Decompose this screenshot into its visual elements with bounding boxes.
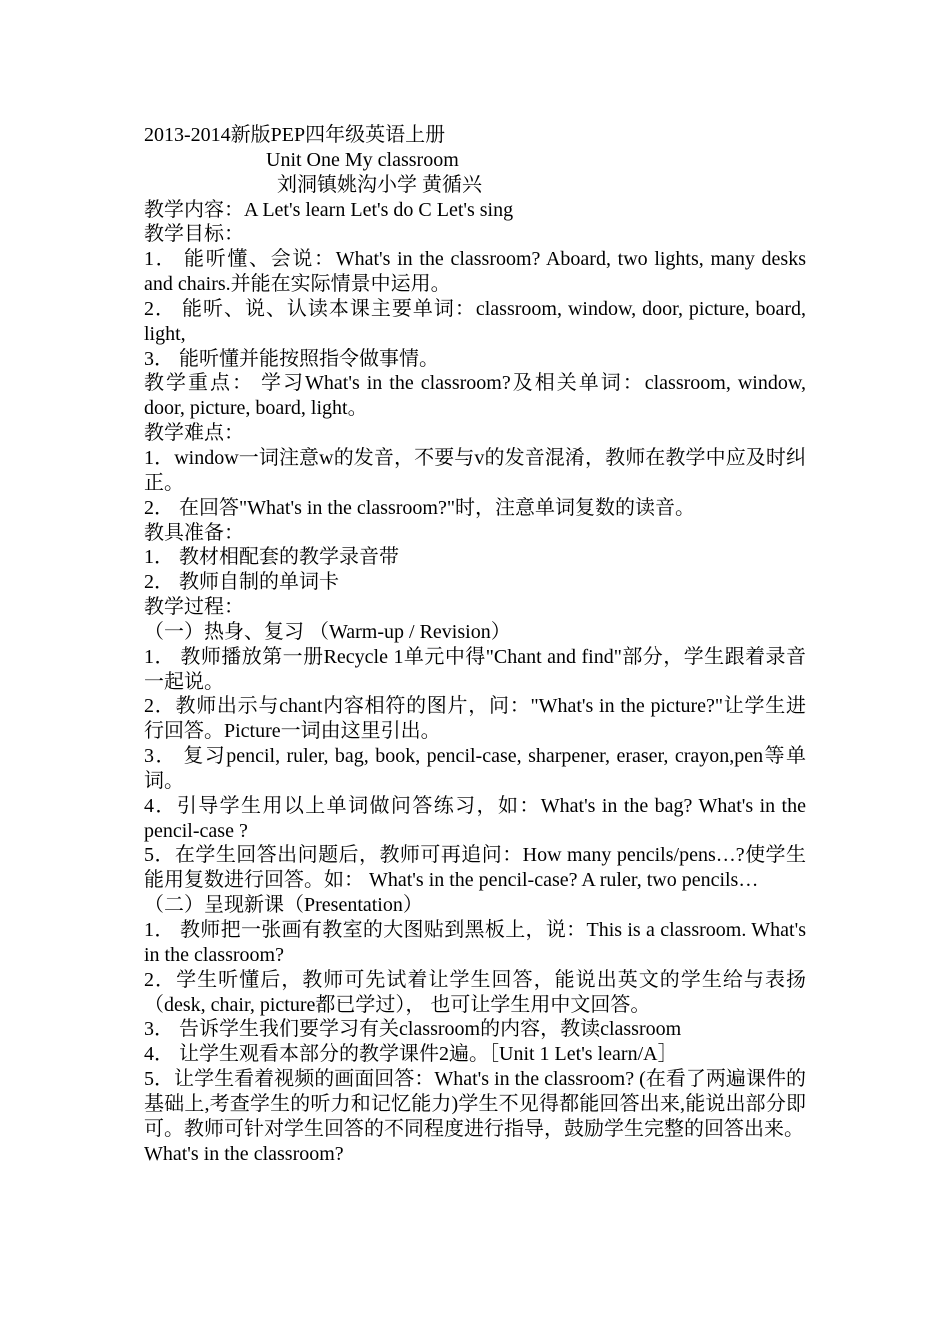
- teaching-content: 教学内容：A Let's learn Let's do C Let's sing: [144, 198, 514, 221]
- presentation-step: 1． 教师把一张画有教室的大图贴到黑板上，说：This is a classroom. What's in the classroom?: [144, 919, 806, 966]
- difficulty-heading: 教学难点：: [144, 422, 244, 445]
- process-heading: 教学过程：: [144, 596, 244, 619]
- material-item: 1． 教材相配套的教学录音带: [144, 546, 399, 569]
- goal-item: 3． 能听懂并能按照指令做事情。: [144, 347, 439, 370]
- material-item: 2． 教师自制的单词卡: [144, 571, 339, 594]
- author-line: 刘洞镇姚沟小学 黄循兴: [277, 173, 482, 196]
- goal-item: 1． 能听懂、会说：What's in the classroom? Aboard, two lights, many desks and chairs.并能在实际情景中运用。: [144, 248, 806, 296]
- section-heading-presentation: （二）呈现新课（Presentation）: [144, 894, 423, 917]
- difficulty-item: 2． 在回答"What's in the classroom?"时，注意单词复数的读音。: [144, 496, 695, 519]
- document-body: [144, 123, 806, 1166]
- closing-question: What's in the classroom?: [144, 1142, 344, 1165]
- goal-item: 2． 能听、说、认读本课主要单词：classroom, window, door, picture, board, light,: [144, 297, 806, 345]
- warmup-step: 5．在学生回答出问题后，教师可再追问：How many pencils/pens…?使学生能用复数进行回答。如： What's in the pencil-case? A ruler, two pencils…: [144, 844, 806, 892]
- presentation-step: 5．让学生看着视频的画面回答：What's in the classroom? (在看了两遍课件的基础上,考查学生的听力和记忆能力)学生不见得都能回答出来,能说出部分即可。教师可针对学生回答的不同程度进行指导，鼓励学生完整的回答出来。: [144, 1068, 806, 1140]
- materials-heading: 教具准备：: [144, 521, 244, 544]
- unit-title: Unit One My classroom: [266, 148, 459, 171]
- section-heading-warmup: （一）热身、复习 （Warm-up / Revision）: [144, 620, 511, 643]
- warmup-step: 2．教师出示与chant内容相符的图片，问："What's in the picture?"让学生进行回答。Picture一词由这里引出。: [144, 695, 806, 743]
- presentation-step: 3． 告诉学生我们要学习有关classroom的内容，教读classroom: [144, 1018, 682, 1041]
- presentation-step: 2．学生听懂后，教师可先试着让学生回答，能说出英文的学生给与表扬（desk, chair, picture都已学过）， 也可让学生用中文回答。: [144, 968, 806, 1016]
- document-title: 2013-2014新版PEP四年级英语上册: [144, 124, 446, 146]
- warmup-step: 4．引导学生用以上单词做问答练习，如：What's in the bag? What's in the pencil-case ?: [144, 794, 806, 842]
- presentation-step: 4． 让学生观看本部分的教学课件2遍。［Unit 1 Let's learn/A］: [144, 1043, 678, 1066]
- goals-heading: 教学目标：: [144, 223, 244, 246]
- warmup-step: 3． 复习pencil, ruler, bag, book, pencil-case, sharpener, eraser, crayon,pen等单词。: [144, 745, 806, 792]
- warmup-step: 1． 教师播放第一册Recycle 1单元中得"Chant and find"部分，学生跟着录音一起说。: [144, 645, 806, 693]
- key-point: 教学重点： 学习What's in the classroom?及相关单词：classroom, window, door, picture, board, light。: [144, 372, 806, 420]
- difficulty-item: 1．window一词注意w的发音，不要与v的发音混淆，教师在教学中应及时纠正。: [144, 446, 806, 494]
